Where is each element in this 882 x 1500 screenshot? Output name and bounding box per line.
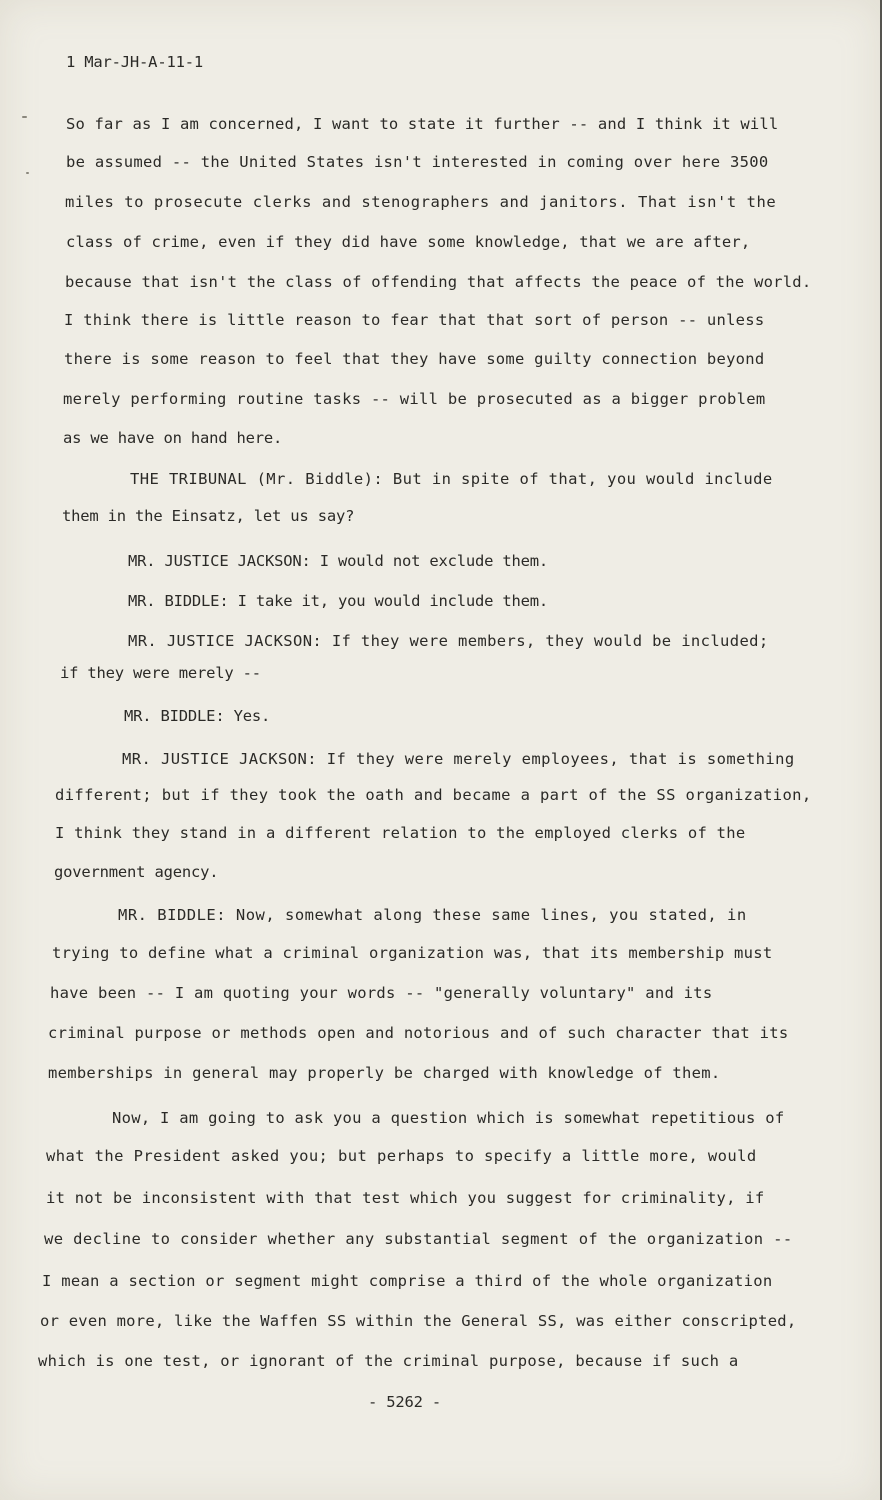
margin-mark [22,116,27,118]
text-line: MR. JUSTICE JACKSON: If they were members, they would be included; [128,632,769,650]
text-line: MR. BIDDLE: Now, somewhat along these same lines, you stated, in [118,906,747,924]
text-line: Now, I am going to ask you a question which is somewhat repetitious of [112,1109,785,1127]
text-line: it not be inconsistent with that test which you suggest for criminality, if [46,1189,765,1207]
margin-mark [26,172,29,174]
text-line: have been -- I am quoting your words -- "generally voluntary" and its [50,984,713,1002]
text-line: government agency. [54,863,219,881]
text-line: what the President asked you; but perhaps to specify a little more, would [46,1147,757,1165]
text-line: I think they stand in a different relation to the employed clerks of the [55,824,746,842]
text-line: So far as I am concerned, I want to state it further -- and I think it will [66,115,779,133]
text-line: because that isn't the class of offending that affects the peace of the world. [65,273,812,291]
text-line: trying to define what a criminal organization was, that its membership must [52,944,773,962]
text-line: memberships in general may properly be charged with knowledge of them. [48,1064,721,1082]
text-line: I think there is little reason to fear that that sort of person -- unless [64,311,765,329]
text-line: if they were merely -- [60,664,261,682]
text-line: MR. JUSTICE JACKSON: If they were merely employees, that is something [122,750,795,768]
text-line: as we have on hand here. [63,429,283,447]
text-line: different; but if they took the oath and became a part of the SS organization, [55,786,812,804]
text-line: I mean a section or segment might comprise a third of the whole organization [42,1272,773,1290]
document-header: 1 Mar-JH-A-11-1 [66,53,203,71]
text-line: be assumed -- the United States isn't interested in coming over here 3500 [66,153,769,171]
text-line: there is some reason to feel that they have some guilty connection beyond [64,350,765,368]
text-line: class of crime, even if they did have some knowledge, that we are after, [66,233,751,251]
text-line: MR. BIDDLE: I take it, you would include them. [128,592,549,610]
text-line: criminal purpose or methods open and notorious and of such character that its [48,1024,789,1042]
text-line: we decline to consider whether any substantial segment of the organization -- [44,1230,793,1248]
text-line: THE TRIBUNAL (Mr. Biddle): But in spite of that, you would include [130,470,773,488]
text-line: MR. BIDDLE: Yes. [124,707,271,725]
text-line: or even more, like the Waffen SS within the General SS, was either conscripted, [40,1312,797,1330]
text-line: merely performing routine tasks -- will be prosecuted as a bigger problem [63,390,766,408]
text-line: miles to prosecute clerks and stenographers and janitors. That isn't the [65,193,777,211]
text-line: MR. JUSTICE JACKSON: I would not exclude them. [128,552,549,570]
text-line: which is one test, or ignorant of the criminal purpose, because if such a [38,1352,739,1370]
page-number: - 5262 - [368,1393,442,1411]
text-line: them in the Einsatz, let us say? [62,507,355,525]
